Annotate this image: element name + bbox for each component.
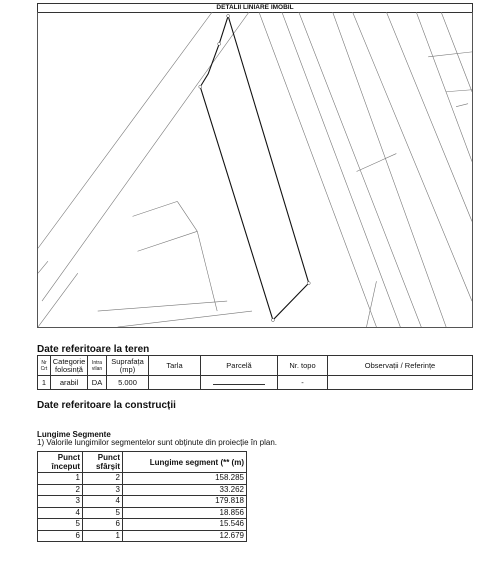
cell-suprafata: 5.000 (107, 376, 149, 390)
cell-start: 3 (38, 496, 83, 508)
cell-end: 1 (83, 530, 123, 542)
cell-observatii (328, 376, 473, 390)
table-row (38, 530, 247, 542)
col-suprafata: Suprafața (mp) (107, 356, 149, 376)
col-intravilan: Intra vilan (88, 356, 107, 376)
cell-end: 3 (83, 484, 123, 496)
col-length: Lungime segment (** (m) (123, 452, 247, 473)
col-observatii: Observații / Referințe (328, 356, 473, 376)
table-row (38, 507, 247, 519)
cell-length: 18.856 (123, 507, 247, 519)
plan-header: DETALII LINIARE IMOBIL (37, 3, 473, 13)
cadastral-plan (37, 12, 473, 328)
land-section-title: Date referitoare la teren (37, 344, 150, 355)
cell-tarla (149, 376, 201, 390)
cell-end: 6 (83, 519, 123, 531)
cell-length: 12.679 (123, 530, 247, 542)
cell-length: 15.546 (123, 519, 247, 531)
col-end: Punct sfârșit (83, 452, 123, 473)
cell-start: 1 (38, 473, 83, 485)
cell-start: 5 (38, 519, 83, 531)
cell-length: 158.285 (123, 473, 247, 485)
cell-intravilan: DA (88, 376, 107, 390)
table-row (38, 473, 247, 485)
cell-length: 179.818 (123, 496, 247, 508)
segments-table-header (38, 452, 247, 473)
cell-end: 5 (83, 507, 123, 519)
land-table-header (38, 356, 473, 376)
cell-nr-topo: - (278, 376, 328, 390)
table-row (38, 496, 247, 508)
cell-start: 4 (38, 507, 83, 519)
segments-title: Lungime Segmente (37, 430, 111, 439)
segments-note: 1) Valorile lungimilor segmentelor sunt obținute din proiecție în plan. (37, 438, 277, 447)
cell-start: 2 (38, 484, 83, 496)
table-row (38, 519, 247, 531)
redacted-mark (213, 379, 265, 385)
land-table (37, 355, 473, 390)
col-nr-topo: Nr. topo (278, 356, 328, 376)
table-row (38, 376, 473, 390)
col-parcela: Parcelă (201, 356, 278, 376)
segments-table (37, 451, 247, 542)
cell-nr: 1 (38, 376, 51, 390)
col-nr: Nr Crt (38, 356, 51, 376)
cell-start: 6 (38, 530, 83, 542)
col-categorie: Categorie folosință (51, 356, 88, 376)
cell-categorie: arabil (51, 376, 88, 390)
col-start: Punct început (38, 452, 83, 473)
cell-parcela (201, 376, 278, 390)
cell-length: 33.262 (123, 484, 247, 496)
col-tarla: Tarla (149, 356, 201, 376)
cell-end: 4 (83, 496, 123, 508)
table-row (38, 484, 247, 496)
construction-section-title: Date referitoare la construcții (37, 400, 176, 411)
cell-end: 2 (83, 473, 123, 485)
